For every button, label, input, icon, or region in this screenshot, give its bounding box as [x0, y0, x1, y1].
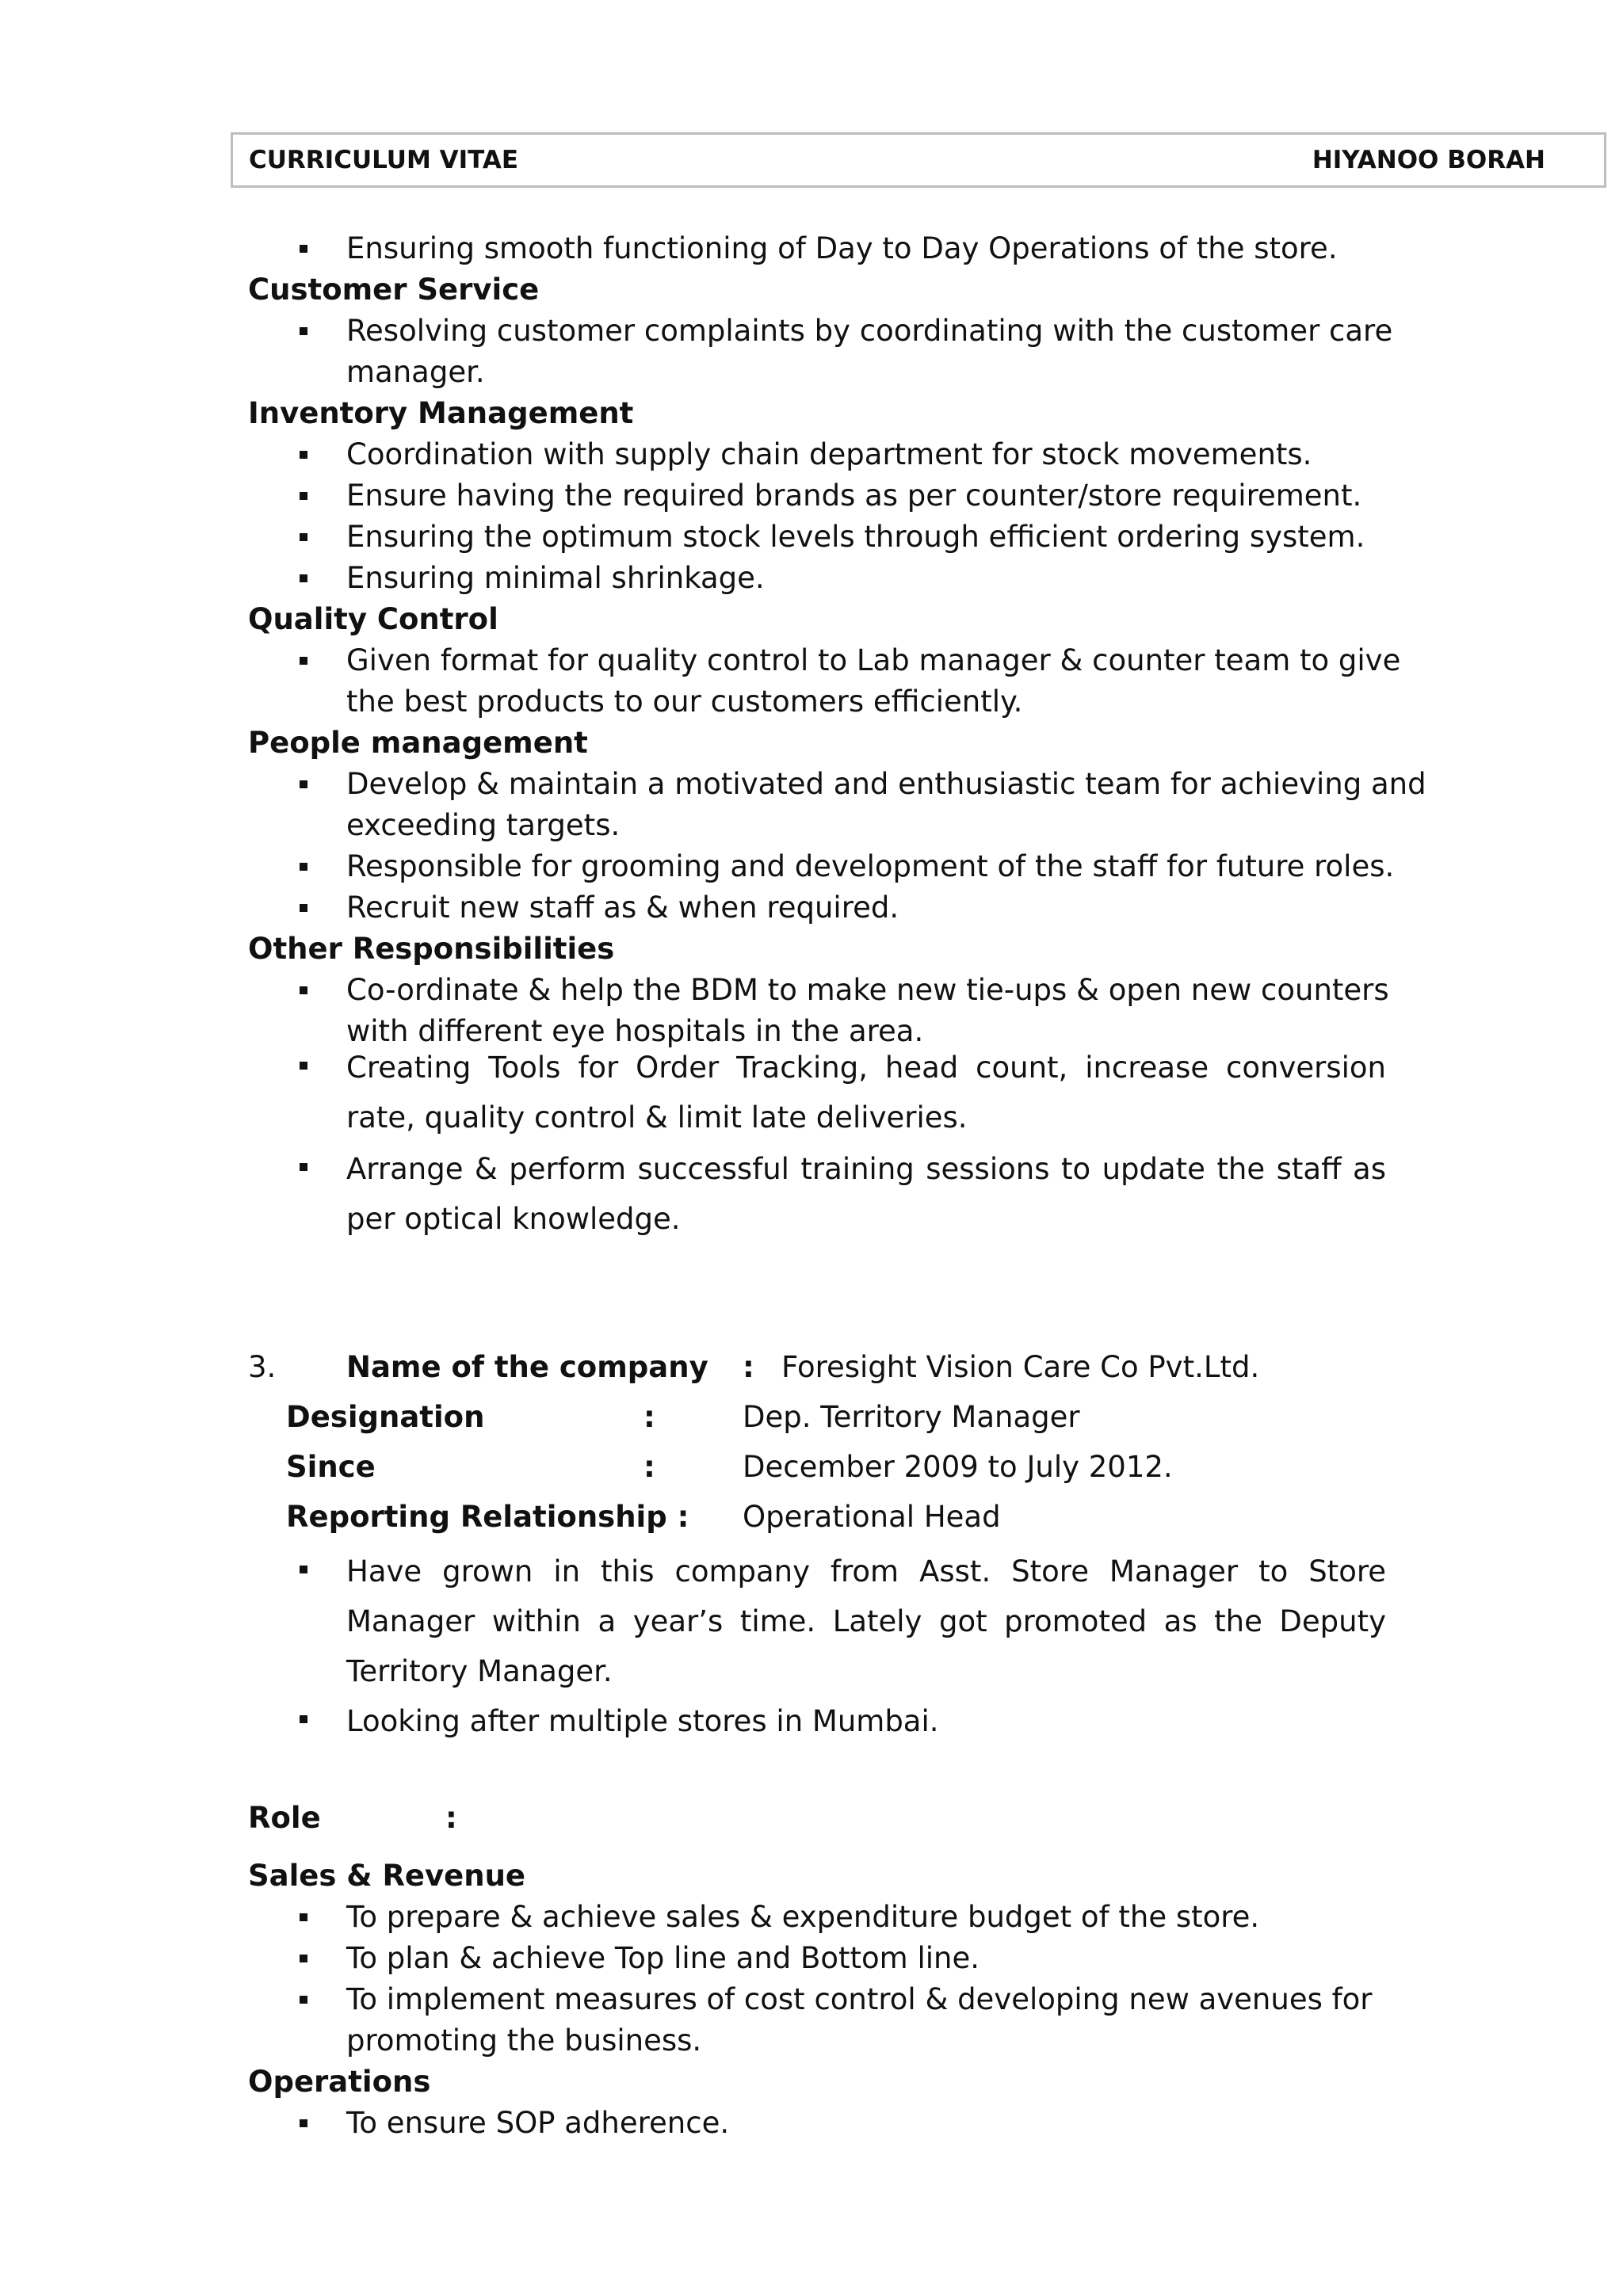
role-label: Role — [248, 1801, 321, 1835]
bullet-icon — [300, 1715, 307, 1723]
section-heading-customer-service: Customer Service — [248, 273, 540, 307]
other-bullet-2: Creating Tools for Order Tracking, head count, increase conversion rate, quality control & limit late deliveries. — [346, 1051, 1386, 1135]
other-bullet-1-line2: with different eye hospitals in the area. — [346, 1014, 924, 1048]
designation-colon: : — [643, 1400, 655, 1434]
bullet-icon — [300, 1062, 307, 1070]
company-number: 3. — [248, 1350, 277, 1384]
quality-bullet-line1: Given format for quality control to Lab manager & counter team to give — [346, 643, 1401, 677]
company-name-label: Name of the company — [346, 1350, 708, 1384]
designation-value: Dep. Territory Manager — [743, 1400, 1080, 1434]
bullet-icon — [300, 780, 307, 788]
company-bullet-1: Have grown in this company from Asst. Store Manager to Store Manager within a year’s time. Lately got promoted as the Deputy Territory Manager. — [346, 1554, 1386, 1688]
section-heading-other: Other Responsibilities — [248, 932, 615, 966]
company-name-colon: : — [743, 1350, 754, 1384]
sales-bullet-3-line1: To implement measures of cost control & developing new avenues for — [346, 1982, 1373, 2016]
since-label: Since — [286, 1450, 376, 1484]
bullet-icon — [300, 245, 307, 253]
bullet-icon — [300, 451, 307, 459]
bullet-icon — [300, 1913, 307, 1921]
bullet-icon — [300, 863, 307, 871]
section-heading-quality: Quality Control — [248, 602, 498, 636]
bullet-icon — [300, 492, 307, 500]
bullet-icon — [300, 904, 307, 912]
section-heading-operations: Operations — [248, 2065, 431, 2099]
people-bullet-1-line1: Develop & maintain a motivated and enthusiastic team for achieving and — [346, 767, 1426, 801]
company-name-value: Foresight Vision Care Co Pvt.Ltd. — [781, 1350, 1260, 1384]
since-value: December 2009 to July 2012. — [743, 1450, 1173, 1484]
reporting-value: Operational Head — [743, 1500, 1001, 1534]
since-colon: : — [643, 1450, 655, 1484]
header-name: HIYANOO BORAH — [1312, 146, 1545, 174]
header-title: CURRICULUM VITAE — [249, 146, 519, 174]
bullet-icon — [300, 1996, 307, 2004]
designation-label: Designation — [286, 1400, 485, 1434]
people-bullet-3: Recruit new staff as & when required. — [346, 891, 899, 925]
inventory-bullet-1: Coordination with supply chain department for stock movements. — [346, 437, 1312, 471]
section-heading-inventory: Inventory Management — [248, 396, 634, 430]
other-bullet-1-line1: Co-ordinate & help the BDM to make new tie-ups & open new counters — [346, 973, 1389, 1007]
bullet-icon — [300, 533, 307, 541]
inventory-bullet-2: Ensure having the required brands as per counter/store requirement. — [346, 479, 1362, 513]
page-header — [231, 132, 1606, 188]
bullet-icon — [300, 1163, 307, 1171]
customer-service-bullet-line1: Resolving customer complaints by coordinating with the customer care — [346, 314, 1393, 348]
inventory-bullet-3: Ensuring the optimum stock levels through efficient ordering system. — [346, 520, 1365, 554]
role-colon: : — [445, 1801, 457, 1835]
bullet-icon — [300, 327, 307, 335]
section-heading-people: People management — [248, 726, 588, 760]
quality-bullet-line2: the best products to our customers efficiently. — [346, 685, 1023, 719]
people-bullet-2: Responsible for grooming and development of the staff for future roles. — [346, 849, 1395, 883]
sales-bullet-3-line2: promoting the business. — [346, 2023, 702, 2058]
reporting-label: Reporting Relationship : — [286, 1500, 689, 1534]
operations-bullet-1: To ensure SOP adherence. — [346, 2106, 730, 2140]
bullet-icon — [300, 1955, 307, 1962]
inventory-bullet-4: Ensuring minimal shrinkage. — [346, 561, 765, 595]
bullet-icon — [300, 986, 307, 994]
section-heading-sales: Sales & Revenue — [248, 1859, 526, 1893]
bullet-icon — [300, 1566, 307, 1573]
bullet-icon — [300, 2119, 307, 2127]
sales-bullet-2: To plan & achieve Top line and Bottom line. — [346, 1941, 980, 1975]
intro-bullet: Ensuring smooth functioning of Day to Day Operations of the store. — [346, 231, 1338, 265]
other-bullet-3: Arrange & perform successful training sessions to update the staff as per optical knowledge. — [346, 1152, 1386, 1236]
people-bullet-1-line2: exceeding targets. — [346, 808, 621, 842]
bullet-icon — [300, 657, 307, 665]
bullet-icon — [300, 574, 307, 582]
sales-bullet-1: To prepare & achieve sales & expenditure budget of the store. — [346, 1900, 1260, 1934]
company-bullet-2: Looking after multiple stores in Mumbai. — [346, 1704, 939, 1738]
customer-service-bullet-line2: manager. — [346, 355, 485, 389]
